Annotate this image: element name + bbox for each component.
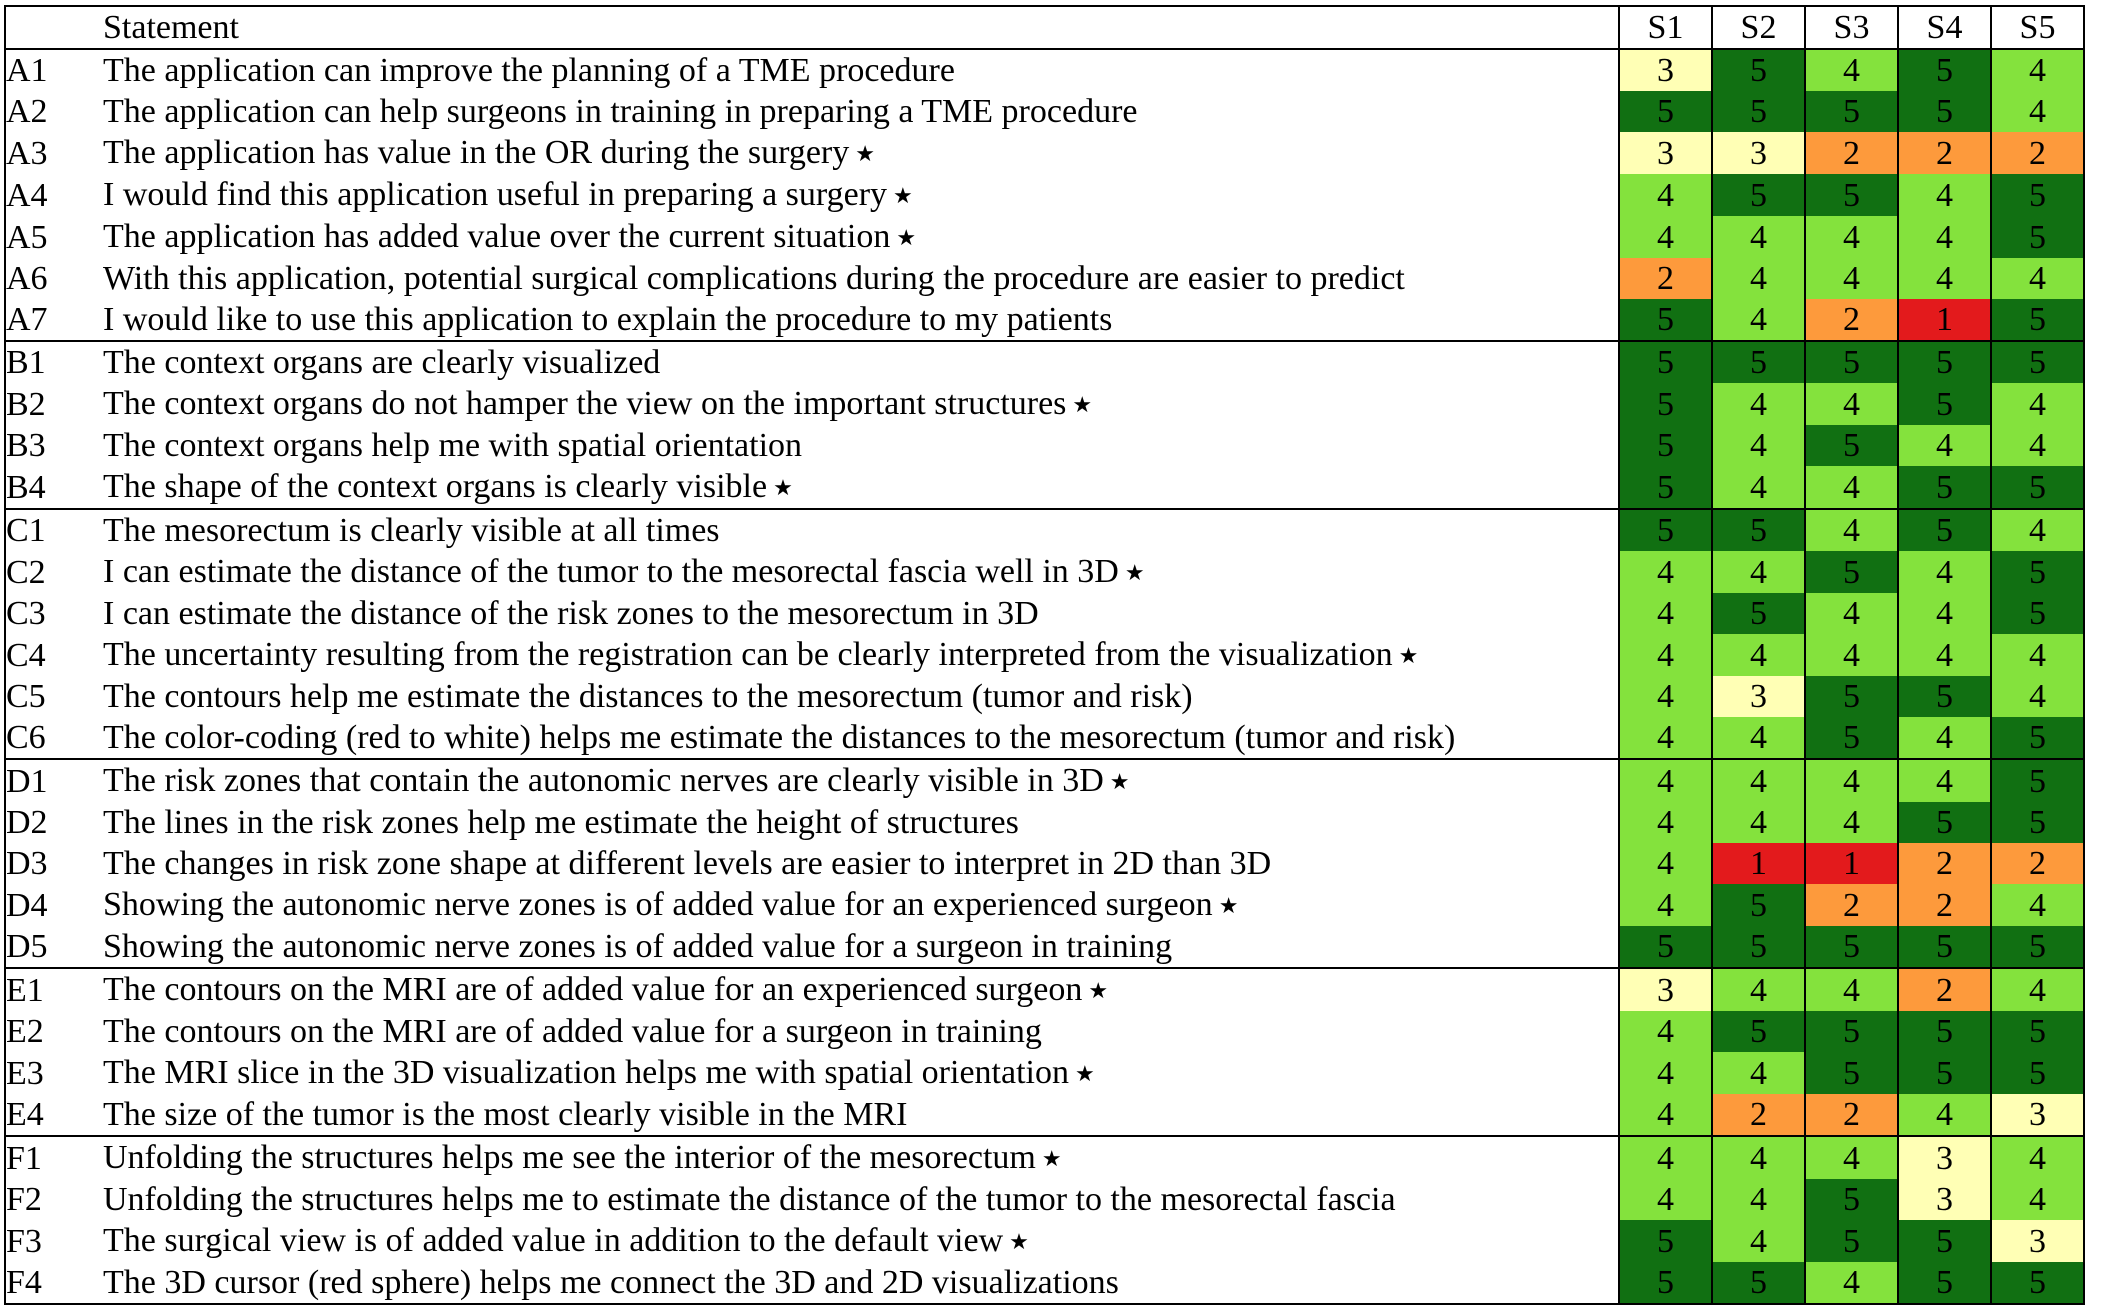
score-cell-s2: 5 [1712, 1262, 1805, 1304]
statement-cell [103, 884, 1619, 926]
score-cell-s1: 2 [1619, 258, 1712, 299]
statement-cell [103, 509, 1619, 551]
statement-id: A6 [6, 260, 48, 297]
score-cell-s4: 4 [1898, 717, 1991, 759]
score-cell-s3: 5 [1805, 174, 1898, 216]
table-row [5, 425, 2084, 466]
score-cell-s4: 5 [1898, 509, 1991, 551]
score-cell-s5: 5 [1991, 551, 2084, 593]
statement-id: F3 [6, 1222, 42, 1260]
score-cell-s5: 4 [1991, 968, 2084, 1011]
score-cell-s5: 4 [1991, 509, 2084, 551]
score-cell-s5: 5 [1991, 341, 2084, 383]
statement-cell [103, 341, 1619, 383]
score-cell-s2: 4 [1712, 551, 1805, 593]
score-cell-s2: 4 [1712, 634, 1805, 676]
statement-cell [103, 132, 1619, 174]
score-cell-s2: 4 [1712, 466, 1805, 509]
survey-results-table [4, 5, 2085, 1305]
score-cell-s5: 2 [1991, 843, 2084, 884]
score-cell-s2: 5 [1712, 174, 1805, 216]
score-cell-s4: 4 [1898, 1094, 1991, 1136]
score-cell-s4: 5 [1898, 1052, 1991, 1094]
score-cell-s3: 4 [1805, 49, 1898, 91]
score-cell-s3: 4 [1805, 466, 1898, 509]
score-cell-s2: 5 [1712, 341, 1805, 383]
statement-id: F2 [6, 1181, 42, 1218]
statement-text: The contours help me estimate the distances to the mesorectum (tumor and risk) [103, 678, 1193, 715]
table-row [5, 1262, 2084, 1304]
score-cell-s3: 4 [1805, 1136, 1898, 1179]
statement-text: The shape of the context organs is clearly visible [103, 468, 768, 505]
score-cell-s3: 4 [1805, 802, 1898, 843]
score-cell-s4: 4 [1898, 425, 1991, 466]
score-cell-s4: 5 [1898, 49, 1991, 91]
score-cell-s2: 4 [1712, 425, 1805, 466]
statement-text: I would find this application useful in preparing a surgery [103, 176, 888, 213]
header-s3: S3 [1805, 6, 1898, 49]
table-row [5, 1094, 2084, 1136]
statement-text: The contours on the MRI are of added value for an experienced surgeon [103, 971, 1083, 1008]
score-cell-s2: 4 [1712, 383, 1805, 425]
score-cell-s4: 4 [1898, 174, 1991, 216]
statement-id: F4 [6, 1264, 42, 1301]
statement-id: C6 [5, 717, 103, 759]
score-cell-s2: 5 [1712, 593, 1805, 634]
score-cell-s5: 5 [1991, 216, 2084, 258]
score-cell-s1: 3 [1619, 49, 1712, 91]
score-cell-s1: 4 [1619, 634, 1712, 676]
statement-id: B3 [6, 427, 46, 464]
statement-cell [103, 843, 1619, 884]
score-cell-s4: 5 [1898, 1262, 1991, 1304]
score-cell-s4: 4 [1898, 216, 1991, 258]
statement-text: The context organs are clearly visualized [103, 344, 661, 381]
score-cell-s5: 4 [1991, 884, 2084, 926]
score-cell-s1: 4 [1619, 174, 1712, 216]
table-row [5, 174, 2084, 216]
table-row [5, 843, 2084, 884]
score-cell-s3: 5 [1805, 551, 1898, 593]
score-cell-s1: 5 [1619, 926, 1712, 968]
table-row [5, 884, 2084, 926]
statement-cell [103, 425, 1619, 466]
statement-id: D4 [6, 886, 48, 924]
star-icon: ★ [1398, 643, 1419, 668]
table-row [5, 49, 2084, 91]
statement-cell [103, 258, 1619, 299]
statement-id: F1 [6, 1139, 42, 1177]
header-s4: S4 [1898, 6, 1991, 49]
statement-cell [103, 1011, 1619, 1052]
score-cell-s3: 4 [1805, 383, 1898, 425]
score-cell-s1: 4 [1619, 884, 1712, 926]
score-cell-s2: 5 [1712, 1011, 1805, 1052]
statement-cell [103, 1052, 1619, 1094]
score-cell-s5: 4 [1991, 1179, 2084, 1220]
header-s2: S2 [1712, 6, 1805, 49]
score-cell-s5: 3 [1991, 1094, 2084, 1136]
table-row [5, 551, 2084, 593]
statement-cell [103, 466, 1619, 509]
header-row [5, 6, 2084, 49]
table-row [5, 676, 2084, 717]
table-row [5, 383, 2084, 425]
score-cell-s5: 5 [1991, 759, 2084, 802]
score-cell-s5: 5 [1991, 174, 2084, 216]
star-icon: ★ [1088, 978, 1109, 1003]
score-cell-s4: 2 [1898, 132, 1991, 174]
score-cell-s4: 5 [1898, 91, 1991, 132]
score-cell-s4: 5 [1898, 466, 1991, 509]
table-row [5, 968, 2084, 1011]
score-cell-s5: 4 [1991, 91, 2084, 132]
table-row [5, 717, 2084, 759]
table-row [5, 509, 2084, 551]
statement-id: A7 [5, 299, 103, 341]
score-cell-s2: 4 [1712, 968, 1805, 1011]
score-cell-s5: 4 [1991, 425, 2084, 466]
score-cell-s5: 2 [1991, 132, 2084, 174]
statement-cell [103, 717, 1619, 759]
score-cell-s5: 5 [1991, 1052, 2084, 1094]
statement-id: B1 [6, 344, 46, 381]
table-row [5, 299, 2084, 341]
score-cell-s2: 4 [1712, 802, 1805, 843]
statement-cell [103, 634, 1619, 676]
star-icon: ★ [773, 475, 793, 500]
score-cell-s5: 3 [1991, 1220, 2084, 1262]
table-row [5, 216, 2084, 258]
table-row [5, 132, 2084, 174]
table-row [5, 1220, 2084, 1262]
score-cell-s5: 4 [1991, 383, 2084, 425]
statement-id: B2 [6, 385, 46, 423]
score-cell-s3: 5 [1805, 1052, 1898, 1094]
score-cell-s2: 4 [1712, 299, 1805, 341]
statement-cell [103, 174, 1619, 216]
statement-cell [103, 299, 1619, 341]
score-cell-s1: 4 [1619, 1011, 1712, 1052]
statement-text: The MRI slice in the 3D visualization helps me with spatial orientation [103, 1054, 1069, 1091]
star-icon: ★ [1218, 893, 1239, 918]
table-row [5, 1136, 2084, 1179]
score-cell-s4: 4 [1898, 551, 1991, 593]
statement-text: The application has added value over the current situation [103, 218, 891, 255]
score-cell-s3: 4 [1805, 759, 1898, 802]
score-cell-s3: 5 [1805, 1220, 1898, 1262]
score-cell-s2: 4 [1712, 1220, 1805, 1262]
statement-cell [103, 1094, 1619, 1136]
score-cell-s3: 4 [1805, 968, 1898, 1011]
star-icon: ★ [1074, 1061, 1095, 1086]
score-cell-s5: 5 [1991, 466, 2084, 509]
star-icon: ★ [1124, 560, 1145, 585]
table-row [5, 926, 2084, 968]
score-cell-s3: 2 [1805, 299, 1898, 341]
star-icon: ★ [1009, 1229, 1029, 1254]
score-cell-s5: 4 [1991, 258, 2084, 299]
header-s5: S5 [1991, 6, 2084, 49]
score-cell-s3: 5 [1805, 676, 1898, 717]
score-cell-s3: 2 [1805, 1094, 1898, 1136]
statement-id: A2 [6, 93, 48, 130]
score-cell-s1: 3 [1619, 968, 1712, 1011]
statement-text: With this application, potential surgical complications during the procedure are easier to predict [103, 260, 1405, 297]
score-cell-s4: 5 [1898, 676, 1991, 717]
table-row [5, 1052, 2084, 1094]
score-cell-s3: 5 [1805, 1179, 1898, 1220]
statement-text: The mesorectum is clearly visible at all times [103, 512, 720, 549]
statement-text: The uncertainty resulting from the registration can be clearly interpreted from the visualization [103, 636, 1393, 673]
score-cell-s5: 5 [1991, 1011, 2084, 1052]
star-icon: ★ [1072, 392, 1093, 417]
statement-id: A3 [6, 134, 48, 172]
score-cell-s1: 5 [1619, 383, 1712, 425]
statement-text: I can estimate the distance of the tumor to the mesorectal fascia well in 3D [103, 553, 1119, 590]
statement-cell [103, 759, 1619, 802]
score-cell-s2: 2 [1712, 1094, 1805, 1136]
score-cell-s1: 4 [1619, 1179, 1712, 1220]
statement-cell [103, 802, 1619, 843]
score-cell-s4: 5 [1898, 1011, 1991, 1052]
statement-text: The context organs help me with spatial orientation [103, 427, 803, 464]
statement-cell [103, 676, 1619, 717]
score-cell-s5: 4 [1991, 676, 2084, 717]
star-icon: ★ [893, 183, 913, 208]
score-cell-s4: 5 [1898, 1220, 1991, 1262]
statement-text: The color-coding (red to white) helps me estimate the distances to the mesorectum (tumor and risk) [103, 719, 1456, 756]
table-row [5, 1179, 2084, 1220]
statement-text: The risk zones that contain the autonomic nerves are clearly visible in 3D [103, 762, 1104, 799]
score-cell-s1: 4 [1619, 216, 1712, 258]
statement-id: A4 [6, 176, 48, 214]
statement-cell [103, 593, 1619, 634]
score-cell-s1: 5 [1619, 1220, 1712, 1262]
statement-cell [103, 49, 1619, 91]
survey-table-container [4, 5, 2085, 1305]
score-cell-s3: 4 [1805, 593, 1898, 634]
statement-text: The size of the tumor is the most clearly visible in the MRI [103, 1096, 908, 1133]
score-cell-s5: 5 [1991, 802, 2084, 843]
table-row [5, 593, 2084, 634]
statement-text: Unfolding the structures helps me see the interior of the mesorectum [103, 1139, 1036, 1176]
score-cell-s3: 4 [1805, 258, 1898, 299]
score-cell-s5: 5 [1991, 717, 2084, 759]
score-cell-s1: 5 [1619, 91, 1712, 132]
score-cell-s3: 5 [1805, 91, 1898, 132]
score-cell-s4: 2 [1898, 968, 1991, 1011]
table-row [5, 91, 2084, 132]
statement-id: D1 [6, 762, 48, 800]
score-cell-s3: 2 [1805, 132, 1898, 174]
statement-cell [103, 383, 1619, 425]
score-cell-s1: 5 [1619, 466, 1712, 509]
score-cell-s1: 5 [1619, 509, 1712, 551]
statement-id: C3 [6, 595, 46, 632]
statement-id: B4 [5, 466, 103, 509]
statement-cell [103, 1179, 1619, 1220]
score-cell-s1: 4 [1619, 676, 1712, 717]
statement-id: D3 [6, 845, 48, 882]
statement-id: C2 [6, 553, 46, 591]
score-cell-s3: 5 [1805, 341, 1898, 383]
statement-id: C1 [6, 512, 46, 549]
table-row [5, 759, 2084, 802]
table-row [5, 466, 2084, 509]
score-cell-s1: 4 [1619, 717, 1712, 759]
statement-id: A5 [6, 218, 48, 256]
score-cell-s4: 3 [1898, 1136, 1991, 1179]
score-cell-s2: 4 [1712, 216, 1805, 258]
score-cell-s2: 1 [1712, 843, 1805, 884]
score-cell-s1: 4 [1619, 1136, 1712, 1179]
score-cell-s4: 4 [1898, 258, 1991, 299]
star-icon: ★ [1109, 769, 1130, 794]
score-cell-s3: 5 [1805, 717, 1898, 759]
score-cell-s4: 4 [1898, 759, 1991, 802]
statement-cell [103, 216, 1619, 258]
statement-text: I can estimate the distance of the risk zones to the mesorectum in 3D [103, 595, 1039, 632]
score-cell-s4: 4 [1898, 593, 1991, 634]
score-cell-s1: 4 [1619, 551, 1712, 593]
score-cell-s5: 5 [1991, 299, 2084, 341]
statement-cell [103, 968, 1619, 1011]
statement-id: D2 [6, 804, 48, 841]
score-cell-s1: 4 [1619, 759, 1712, 802]
score-cell-s2: 4 [1712, 1179, 1805, 1220]
table-row [5, 1011, 2084, 1052]
statement-id: C5 [6, 678, 46, 715]
score-cell-s2: 5 [1712, 926, 1805, 968]
score-cell-s3: 4 [1805, 216, 1898, 258]
statement-text: The lines in the risk zones help me estimate the height of structures [103, 804, 1019, 841]
table-row [5, 258, 2084, 299]
statement-text: The changes in risk zone shape at different levels are easier to interpret in 2D than 3D [103, 845, 1272, 882]
score-cell-s2: 5 [1712, 509, 1805, 551]
statement-id: E1 [6, 971, 44, 1009]
score-cell-s3: 4 [1805, 509, 1898, 551]
score-cell-s4: 2 [1898, 884, 1991, 926]
score-cell-s2: 4 [1712, 717, 1805, 759]
statement-text: The surgical view is of added value in addition to the default view [103, 1222, 1004, 1259]
score-cell-s5: 4 [1991, 1136, 2084, 1179]
score-cell-s4: 5 [1898, 802, 1991, 843]
score-cell-s2: 3 [1712, 132, 1805, 174]
score-cell-s2: 4 [1712, 759, 1805, 802]
score-cell-s3: 5 [1805, 926, 1898, 968]
statement-text: The context organs do not hamper the view on the important structures [103, 385, 1067, 422]
statement-cell [103, 551, 1619, 593]
score-cell-s2: 3 [1712, 676, 1805, 717]
header-s1: S1 [1619, 6, 1712, 49]
score-cell-s1: 4 [1619, 1052, 1712, 1094]
statement-id: A1 [6, 52, 48, 89]
statement-cell [103, 1262, 1619, 1304]
score-cell-s1: 5 [1619, 299, 1712, 341]
score-cell-s4: 4 [1898, 634, 1991, 676]
star-icon: ★ [1041, 1146, 1062, 1171]
statement-text: Unfolding the structures helps me to estimate the distance of the tumor to the mesorectal fascia [103, 1181, 1396, 1218]
score-cell-s4: 3 [1898, 1179, 1991, 1220]
score-cell-s2: 5 [1712, 91, 1805, 132]
statement-text: The contours on the MRI are of added value for a surgeon in training [103, 1013, 1042, 1050]
score-cell-s1: 5 [1619, 425, 1712, 466]
score-cell-s3: 5 [1805, 425, 1898, 466]
statement-text: The 3D cursor (red sphere) helps me connect the 3D and 2D visualizations [103, 1264, 1119, 1301]
star-icon: ★ [896, 225, 917, 250]
statement-text: The application can help surgeons in training in preparing a TME procedure [103, 93, 1138, 130]
table-row [5, 634, 2084, 676]
survey-rows [5, 49, 2084, 1304]
statement-id: E2 [6, 1013, 44, 1050]
score-cell-s1: 4 [1619, 843, 1712, 884]
score-cell-s2: 4 [1712, 258, 1805, 299]
score-cell-s5: 5 [1991, 926, 2084, 968]
score-cell-s2: 4 [1712, 1136, 1805, 1179]
score-cell-s1: 5 [1619, 341, 1712, 383]
statement-cell [103, 91, 1619, 132]
statement-text: I would like to use this application to explain the procedure to my patients [103, 301, 1113, 338]
score-cell-s5: 5 [1991, 593, 2084, 634]
statement-text: The application can improve the planning of a TME procedure [103, 52, 955, 89]
statement-cell [103, 1220, 1619, 1262]
score-cell-s4: 5 [1898, 926, 1991, 968]
statement-text: Showing the autonomic nerve zones is of added value for an experienced surgeon [103, 886, 1213, 923]
score-cell-s5: 5 [1991, 1262, 2084, 1304]
header-id [5, 6, 103, 49]
score-cell-s3: 2 [1805, 884, 1898, 926]
score-cell-s3: 4 [1805, 1262, 1898, 1304]
score-cell-s4: 5 [1898, 383, 1991, 425]
statement-cell [103, 926, 1619, 968]
score-cell-s3: 4 [1805, 634, 1898, 676]
score-cell-s1: 4 [1619, 802, 1712, 843]
score-cell-s4: 2 [1898, 843, 1991, 884]
score-cell-s5: 4 [1991, 634, 2084, 676]
score-cell-s3: 1 [1805, 843, 1898, 884]
statement-text: The application has value in the OR during the surgery [103, 134, 850, 171]
table-row [5, 341, 2084, 383]
score-cell-s1: 4 [1619, 593, 1712, 634]
statement-cell [103, 1136, 1619, 1179]
score-cell-s3: 5 [1805, 1011, 1898, 1052]
table-row [5, 802, 2084, 843]
score-cell-s2: 5 [1712, 49, 1805, 91]
score-cell-s1: 5 [1619, 1262, 1712, 1304]
score-cell-s4: 5 [1898, 341, 1991, 383]
statement-text: Showing the autonomic nerve zones is of added value for a surgeon in training [103, 928, 1173, 965]
statement-id: E4 [5, 1094, 103, 1136]
star-icon: ★ [855, 141, 875, 166]
header-statement: Statement [103, 6, 1619, 49]
score-cell-s2: 5 [1712, 884, 1805, 926]
score-cell-s5: 4 [1991, 49, 2084, 91]
score-cell-s1: 4 [1619, 1094, 1712, 1136]
statement-id: E3 [6, 1054, 44, 1092]
score-cell-s4: 1 [1898, 299, 1991, 341]
score-cell-s1: 3 [1619, 132, 1712, 174]
statement-id: D5 [5, 926, 103, 968]
score-cell-s2: 4 [1712, 1052, 1805, 1094]
statement-id: C4 [6, 636, 46, 674]
